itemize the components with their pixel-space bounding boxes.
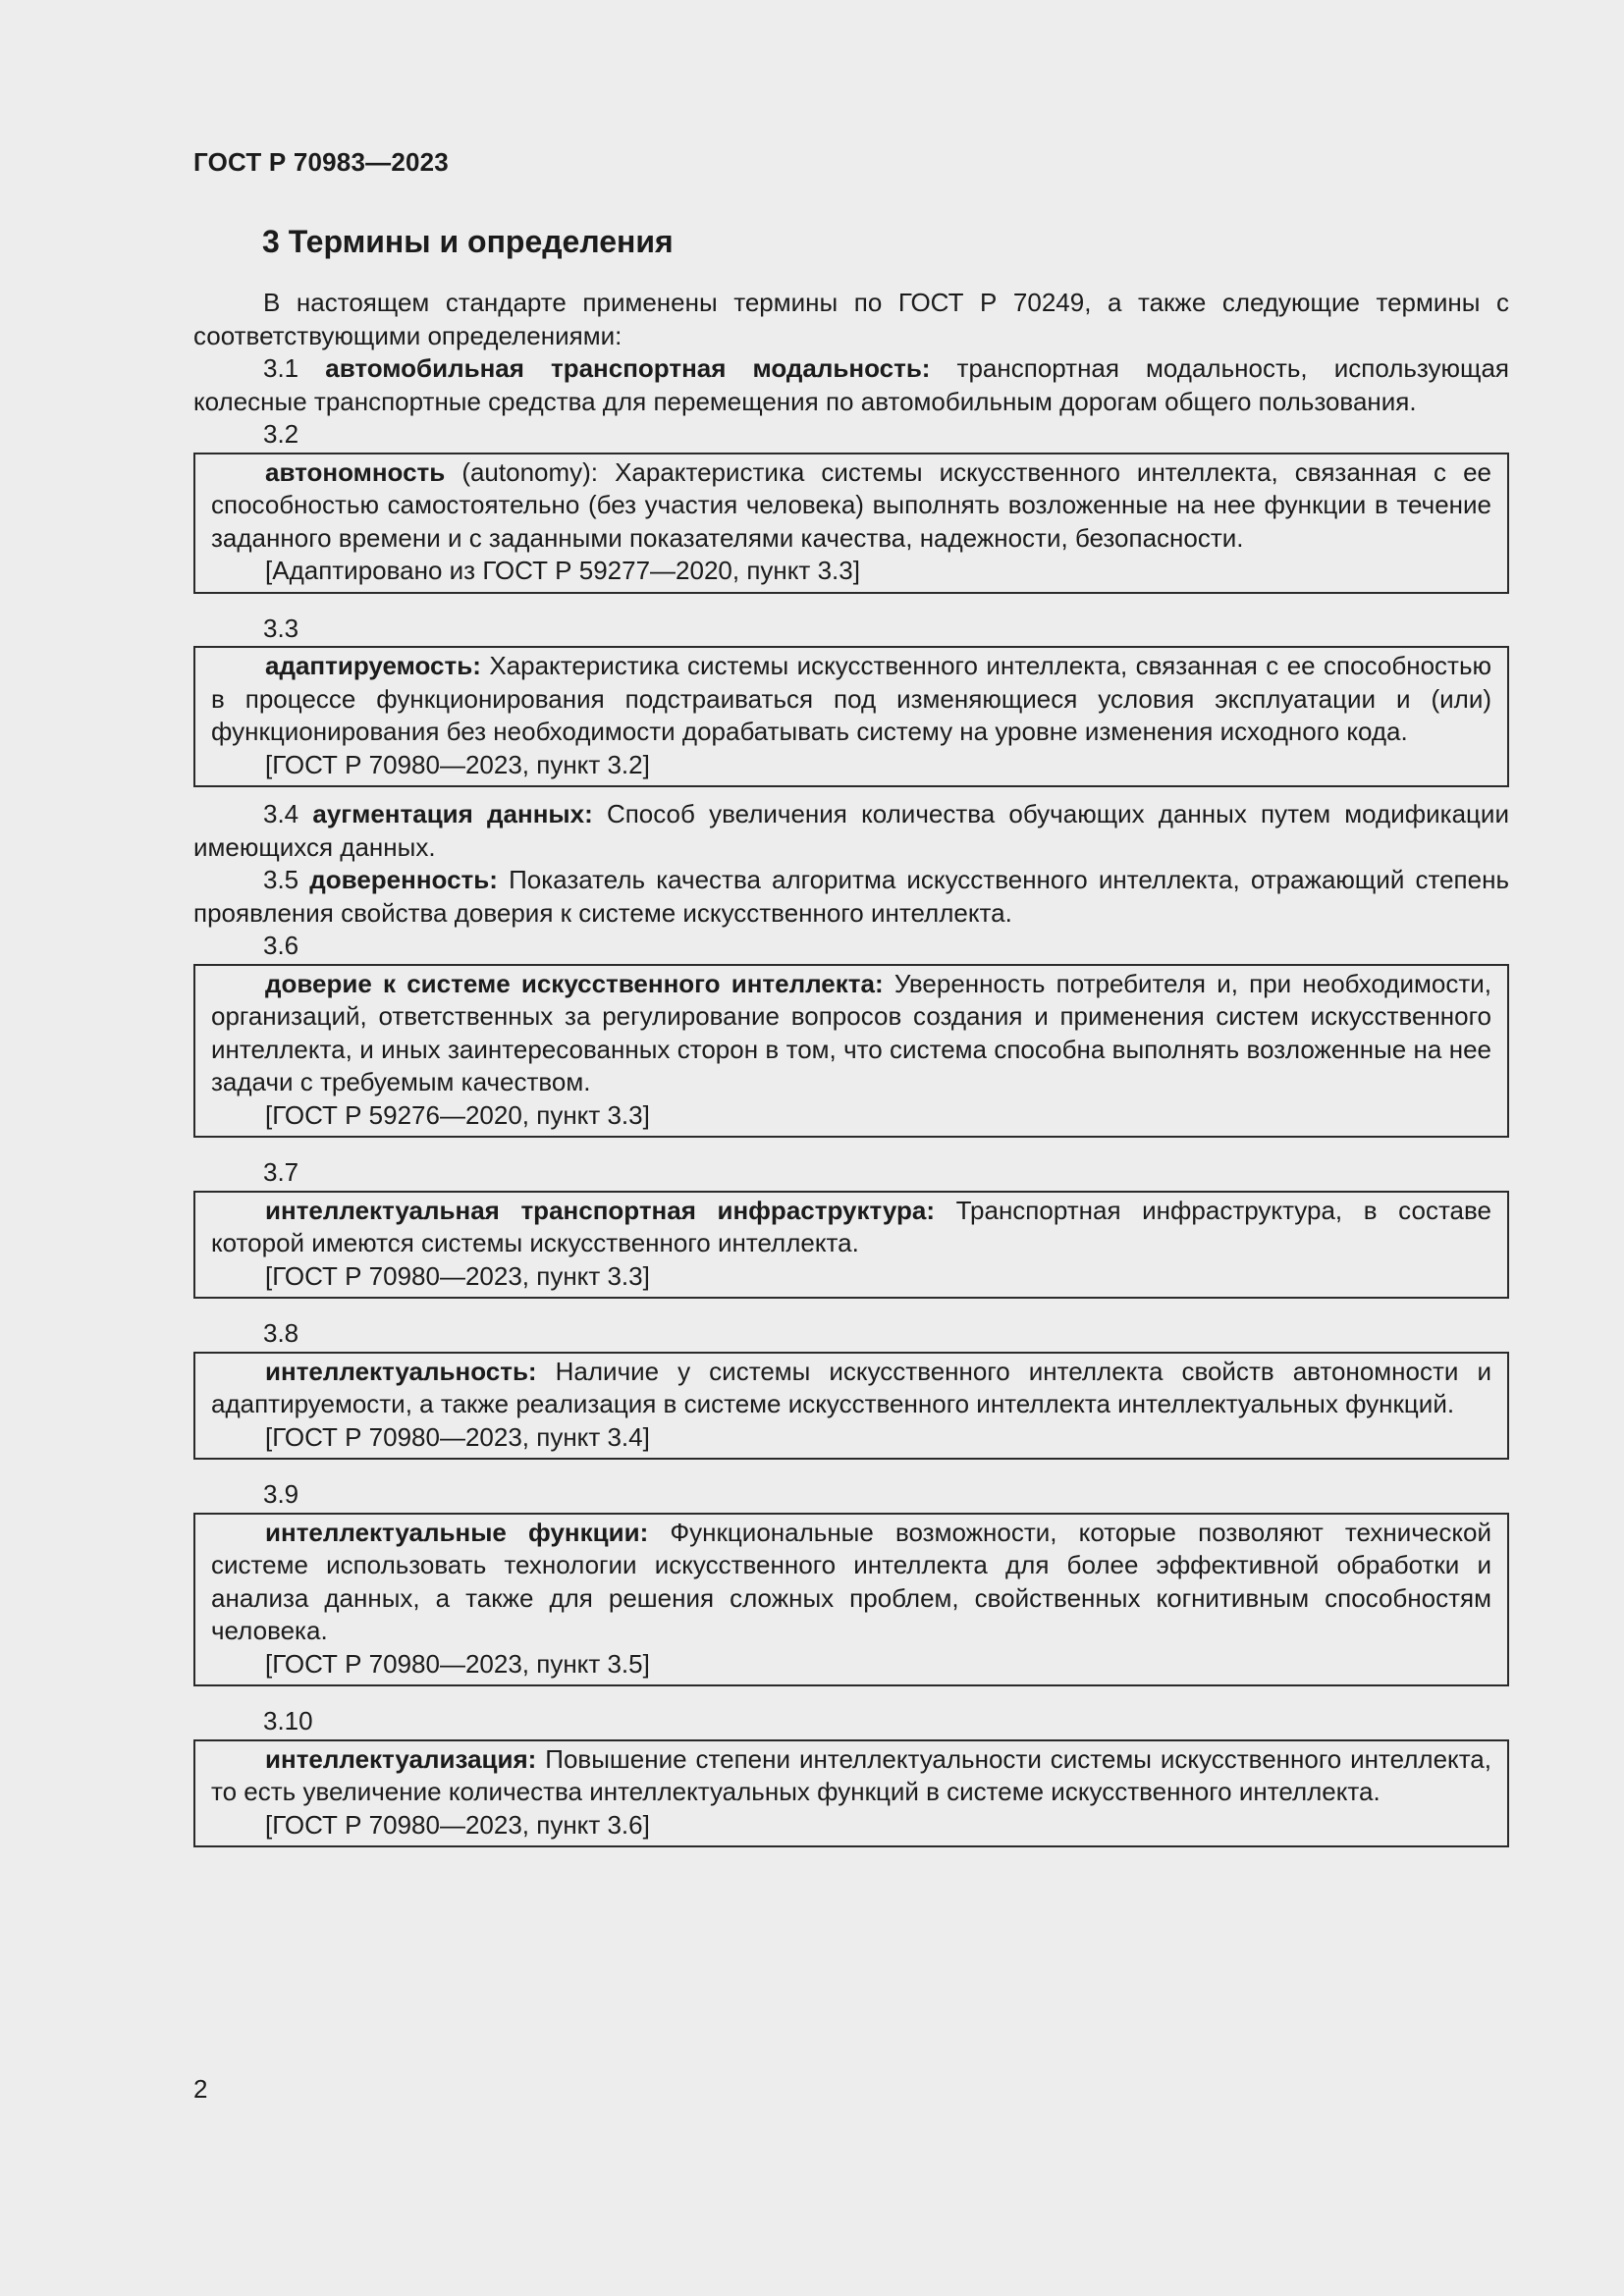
- term-box-3-2: [193, 453, 1509, 594]
- term-box-3-7: [193, 1191, 1509, 1300]
- term-box-3-8: [193, 1352, 1509, 1461]
- term-definition: транспортная модальность, использующая колесные транспортные средства для перемещения по автомобильным дорогам общего пользования.: [193, 353, 1509, 416]
- term-3-8: [211, 1356, 1491, 1421]
- term-definition: Функциональные возможности, которые позволяют технической системе использовать технологии искусственного интеллекта для более эффективной обработки и анализа данных, а также для решения сложных проблем, свойственных когнитивным способностям человека.: [211, 1517, 1491, 1645]
- term-number-3-2: 3.2: [263, 419, 299, 449]
- term-3-2: [211, 456, 1491, 556]
- term-definition: Характеристика системы искусственного интеллекта, связанная с ее способностью самостоятельно (без участия человека) выполнять возложенные на нее функции в течение заданного времени и с заданными показателями качества, надежности, безопасности.: [211, 456, 1491, 553]
- term-definition: Повышение степени интеллектуальности системы искусственного интеллекта, то есть увеличение количества интеллектуальных функций в системе искусственного интеллекта.: [211, 1743, 1491, 1806]
- term-name: интеллектуализация:: [265, 1743, 537, 1774]
- term-3-6: [211, 968, 1491, 1099]
- term-source: [ГОСТ Р 70980—2023, пункт 3.4]: [265, 1421, 650, 1452]
- term-number-3-8: 3.8: [263, 1318, 299, 1348]
- term-name: доверенность:: [309, 865, 498, 894]
- section-title: 3 Термины и определения: [262, 224, 674, 259]
- term-number-3-7: 3.7: [263, 1157, 299, 1187]
- page-number: 2: [193, 2074, 208, 2104]
- term-definition: Наличие у системы искусственного интеллекта свойств автономности и адаптируемости, а также реализация в системе искусственного интеллекта интеллектуальных функций.: [211, 1356, 1491, 1418]
- term-name: автономность: [265, 456, 446, 487]
- term-3-7: [211, 1195, 1491, 1260]
- term-source: [ГОСТ Р 70980—2023, пункт 3.3]: [265, 1260, 650, 1291]
- term-3-5: [193, 864, 1509, 930]
- term-number-3-6: 3.6: [263, 931, 299, 960]
- term-box-3-3: [193, 646, 1509, 787]
- term-name: адаптируемость:: [265, 651, 481, 680]
- term-number: 3.1: [263, 353, 299, 383]
- term-number-3-10: 3.10: [263, 1706, 313, 1735]
- term-name: доверие к системе искусственного интеллекта:: [265, 968, 884, 998]
- term-source: [ГОСТ Р 59276—2020, пункт 3.3]: [265, 1099, 650, 1130]
- term-number-3-3: 3.3: [263, 613, 299, 643]
- term-definition: Способ увеличения количества обучающих данных путем модификации имеющихся данных.: [193, 799, 1509, 862]
- term-3-1: [193, 352, 1509, 418]
- section-intro: В настоящем стандарте применены термины по ГОСТ Р 70249, а также следующие термины с соответствующими определениями:: [193, 288, 1509, 350]
- term-name: интеллектуальность:: [265, 1356, 537, 1386]
- term-name: интеллектуальная транспортная инфраструктура:: [265, 1195, 935, 1225]
- term-box-3-9: [193, 1513, 1509, 1687]
- term-definition: Уверенность потребителя и, при необходимости, организаций, ответственных за регулирование вопросов создания и применения систем искусственного интеллекта, и иных заинтересованных сторон в том, что система способна выполнять возложенные на нее задачи с требуемым качеством.: [211, 968, 1491, 1096]
- term-source: [ГОСТ Р 70980—2023, пункт 3.6]: [265, 1809, 650, 1840]
- term-source: [Адаптировано из ГОСТ Р 59277—2020, пункт 3.3]: [265, 556, 860, 585]
- term-3-4: [193, 798, 1509, 864]
- term-definition: Показатель качества алгоритма искусственного интеллекта, отражающий степень проявления свойства доверия к системе искусственного интеллекта.: [193, 865, 1510, 928]
- section-body: [193, 287, 1509, 1866]
- term-name: автомобильная транспортная модальность:: [325, 353, 931, 383]
- term-3-9: [211, 1517, 1491, 1648]
- term-name: интеллектуальные функции:: [265, 1517, 649, 1547]
- term-number-3-9: 3.9: [263, 1479, 299, 1509]
- term-alt-name: (autonomy):: [461, 456, 599, 487]
- term-number: 3.4: [263, 799, 299, 828]
- term-definition: Характеристика системы искусственного интеллекта, связанная с ее способностью в процессе функционирования подстраиваться под изменяющиеся условия эксплуатации и (или) функционирования без необходимости дорабатывать систему на уровне изменения исходного кода.: [211, 651, 1491, 746]
- term-box-3-10: [193, 1739, 1509, 1848]
- term-source: [ГОСТ Р 70980—2023, пункт 3.5]: [265, 1648, 650, 1679]
- term-3-10: [211, 1743, 1491, 1809]
- term-3-3: [211, 650, 1491, 749]
- term-number: 3.5: [263, 865, 299, 894]
- term-source: [ГОСТ Р 70980—2023, пункт 3.2]: [265, 749, 650, 779]
- standard-header: ГОСТ Р 70983—2023: [193, 147, 449, 177]
- term-box-3-6: [193, 964, 1509, 1139]
- term-definition: Транспортная инфраструктура, в составе которой имеются системы искусственного интеллекта.: [211, 1195, 1491, 1257]
- term-name: аугментация данных:: [312, 799, 593, 828]
